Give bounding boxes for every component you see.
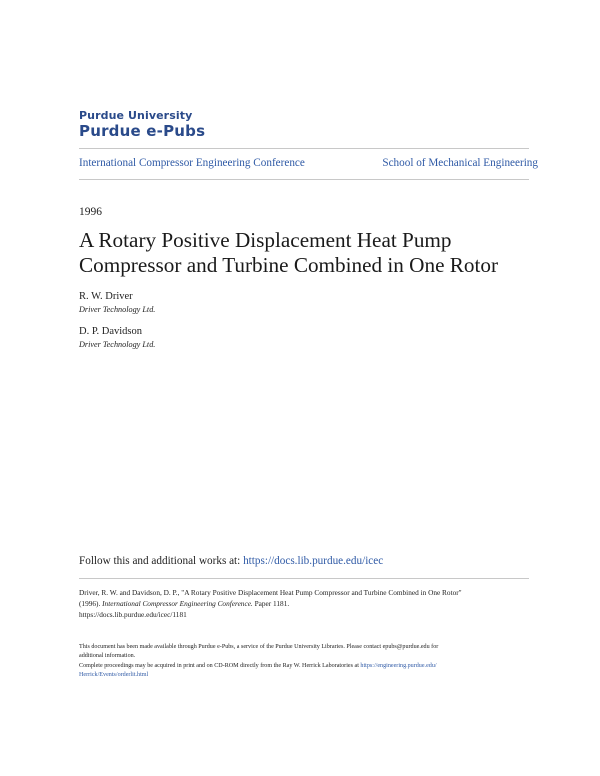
- top-divider: [79, 148, 529, 149]
- citation-paper-number: Paper 1181.: [252, 599, 290, 609]
- footnote-block: [79, 643, 531, 681]
- repository-name[interactable]: Purdue e-Pubs: [79, 122, 206, 140]
- footnote-line-4: [79, 671, 531, 680]
- herrick-link[interactable]: https://engineering.purdue.edu/: [360, 662, 437, 669]
- school-link[interactable]: School of Mechanical Engineering: [382, 157, 538, 169]
- citation-line-1: Driver, R. W. and Davidson, D. P., "A Rotary Positive Displacement Heat Pump Compressor and Turbine Combined in One Rotor": [79, 588, 462, 597]
- citation-divider: [79, 578, 529, 579]
- publication-year: 1996: [79, 206, 102, 218]
- author-affiliation-1: Driver Technology Ltd.: [79, 305, 156, 314]
- university-name: Purdue University: [79, 109, 193, 122]
- nav-divider: [79, 179, 529, 180]
- paper-title-line-2: Compressor and Turbine Combined in One Rotor: [79, 253, 499, 277]
- conference-link[interactable]: International Compressor Engineering Conference: [79, 157, 305, 169]
- herrick-link-continued[interactable]: Herrick/Events/orderlit.html: [79, 672, 149, 679]
- author-name-2: D. P. Davidson: [79, 326, 143, 337]
- author-name-1: R. W. Driver: [79, 291, 133, 302]
- footnote-line-1: This document has been made available through Purdue e-Pubs, a service of the Purdue University Libraries. Please contact epubs@purdue.edu for: [79, 644, 439, 650]
- paper-title: [79, 228, 549, 278]
- author-affiliation-2: Driver Technology Ltd.: [79, 340, 156, 349]
- follow-line: [79, 555, 383, 567]
- citation-year: (1996).: [79, 599, 103, 609]
- follow-text: Follow this and additional works at:: [79, 555, 244, 567]
- citation-url: https://docs.lib.purdue.edu/icec/1181: [79, 610, 187, 620]
- footnote-line-2: additional information.: [79, 653, 136, 660]
- collection-link[interactable]: https://docs.lib.purdue.edu/icec: [243, 555, 384, 567]
- footnote-proceedings-text: Complete proceedings may be acquired in print and on CD-ROM directly from the Ray W. Herrick Laboratories at: [79, 662, 361, 669]
- citation-block: [79, 587, 531, 621]
- citation-line-2: [79, 598, 531, 609]
- citation-venue: International Compressor Engineering Conference.: [102, 599, 253, 609]
- paper-title-line-1: A Rotary Positive Displacement Heat Pump: [79, 228, 452, 252]
- footnote-line-3: [79, 662, 531, 671]
